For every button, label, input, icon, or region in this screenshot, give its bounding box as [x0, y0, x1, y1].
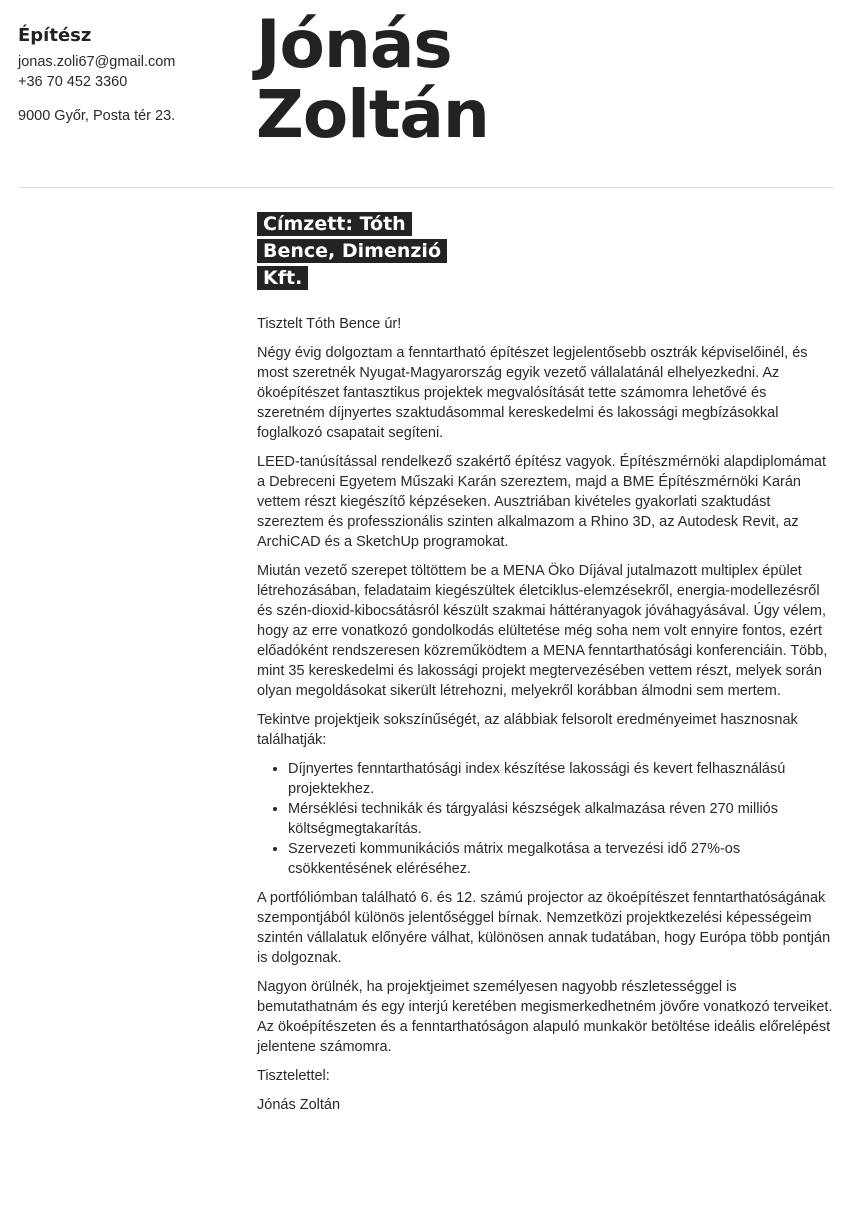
name-line-1: Jónás: [256, 6, 452, 83]
achievements-list: [257, 759, 837, 879]
email[interactable]: jonas.zoli67@gmail.com: [18, 54, 176, 70]
paragraph: A portfóliómban található 6. és 12. számú projector az ökoépítészet fenntarthatóságának szempontjából különös jelentőséggel bírnak. Nemzetközi projektkezelési képességeim szintén vállalatuk előnyére válhat, különösen annak tudatában, hogy Európa több pontján is dolgoznak.: [257, 890, 831, 966]
contact-sidebar: [18, 24, 238, 126]
letter-body: [257, 314, 837, 1115]
recipient-block: [257, 211, 477, 292]
paragraph: LEED-tanúsítással rendelkező szakértő építész vagyok. Építészmérnöki alapdiplomámat a Debreceni Egyetem Műszaki Karán szereztem, majd a BME Építészmérnöki Karán vettem részt kiegészítő képzéseken. Ausztriában kivételes gyakorlati szaktudást szereztem és professzionális szinten alkalmazom a Rhino 3D, az Autodesk Revit, az ArchiCAD és a SketchUp programokat.: [257, 454, 827, 550]
salutation: Tisztelt Tóth Bence úr!: [257, 316, 402, 332]
address: 9000 Győr, Posta tér 23.: [18, 108, 176, 124]
job-title: Építész: [18, 25, 92, 46]
header-divider: [18, 187, 834, 188]
closing: Tisztelettel:: [257, 1068, 330, 1084]
list-item: • Mérséklési technikák és tárgyalási készségek alkalmazása réven 270 milliós költségmegtakarítás.: [288, 799, 837, 839]
paragraph: Nagyon örülnék, ha projektjeimet személyesen nagyobb részletességgel is bemutathatnám és egy interjú keretében megismerkedhetném jövőre vonatkozó terveiket. Az ökoépítészeten és a fenntarthatóságon alapuló munkakör betöltése ideális előrelépést jelentene számomra.: [257, 979, 833, 1055]
paragraph: Négy évig dolgoztam a fenntartható építészet legjelentősebb osztrák képviselőinél, és most szeretnék Nyugat-Magyarország egyik vezető vállalatánál elhelyezkedni. Az ökoépítészet fantasztikus projektek megvalósítását tette számomra lehetővé és szeretném díjnyertes szaktudásommal kereskedelmi és lakossági megbízásokkal foglalkozó csapatait segíteni.: [257, 345, 808, 441]
applicant-name: [256, 6, 489, 153]
name-line-2: Zoltán: [256, 76, 489, 153]
cover-letter: [257, 211, 837, 1124]
phone[interactable]: +36 70 452 3360: [18, 74, 128, 90]
recipient-label: Címzett: Tóth Bence, Dimenzió Kft.: [257, 212, 447, 290]
list-item: • Szervezeti kommunikációs mátrix megalkotása a tervezési idő 27%-os csökkentésének eléréséhez.: [288, 839, 837, 879]
paragraph: Miután vezető szerepet töltöttem be a MENA Öko Díjával jutalmazott multiplex épület létrehozásában, feladataim kiegészültek életciklus-elemzésekről, energia-modellezésről és szén-dioxid-kibocsátásról készült szakmai háttéranyagok jóváhagyásával. Úgy vélem, hogy az erre vonatkozó gondolkodás elültetése még soha nem volt ennyire fontos, ezért előadóként rendszeresen közreműködtem a MENA fenntarthatósági konferenciáin. Több, mint 35 kereskedelmi és lakossági projekt megtervezésében vettem részt, melyek során olyan megoldásokat sikerült létrehozni, melyekről korábban álmodni sem mertem.: [257, 563, 828, 699]
list-item: • Díjnyertes fenntarthatósági index készítése lakossági és kevert felhasználású projektekhez.: [288, 759, 837, 799]
paragraph: Tekintve projektjeik sokszínűségét, az alábbiak felsorolt eredményeimet hasznosnak találhatják:: [257, 712, 798, 748]
signature: Jónás Zoltán: [257, 1097, 341, 1113]
